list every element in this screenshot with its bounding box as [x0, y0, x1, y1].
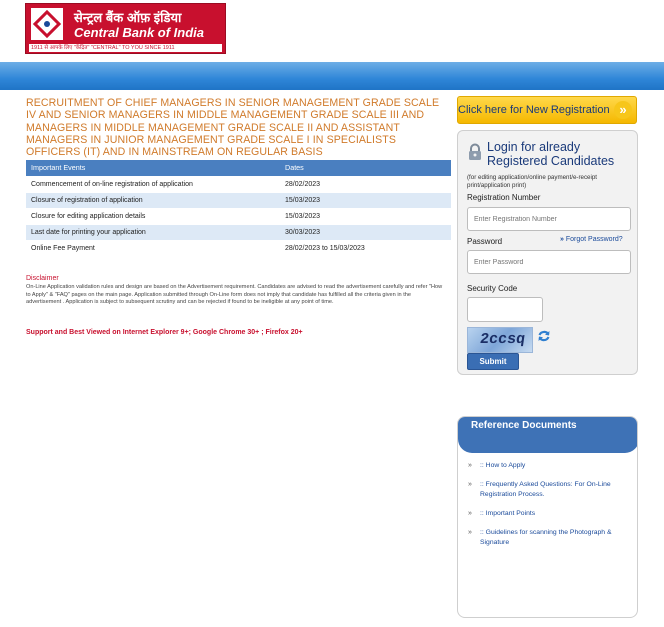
event-name: Closure for editing application details	[26, 208, 280, 224]
reference-documents-title: Reference Documents	[471, 420, 577, 431]
registration-number-label: Registration Number	[467, 193, 541, 202]
new-registration-label: Click here for New Registration	[458, 104, 610, 116]
login-subtitle: (for editing application/online payment/e-receipt print/application print)	[467, 174, 598, 189]
bank-name: Central Bank of India	[74, 25, 205, 40]
login-title	[487, 140, 614, 168]
reference-documents-header	[458, 417, 638, 453]
table-row	[26, 208, 451, 224]
login-title-line2: Registered Candidates	[487, 154, 615, 168]
lock-icon	[466, 143, 484, 161]
table-row	[26, 192, 451, 208]
bank-logo[interactable]	[25, 3, 226, 54]
table-header-events: Important Events	[26, 160, 280, 176]
event-date: 28/02/2023 to 15/03/2023	[280, 240, 451, 256]
reference-documents-panel	[457, 416, 638, 618]
forgot-password-label: Forgot Password?	[565, 236, 623, 243]
page-title: RECRUITMENT OF CHIEF MANAGERS IN SENIOR MANAGEMENT GRADE SCALE IV AND SENIOR MANAGERS IN MIDDLE MANAGEMENT GRADE SCALE III AND MANAGERS IN MIDDLE MANAGEMENT GRADE SCALE II AND ASSISTANT MANAGERS IN JUNIOR MANAGEMENT GRADE SCALE I IN SPECIALISTS OFFICERS (IT) AND IN MAINSTREAM ON REGULAR BASIS	[26, 97, 440, 159]
important-events-table	[26, 160, 451, 256]
double-chevron-right-icon: »	[468, 529, 472, 536]
reference-link-label: :: Frequently Asked Questions: For On-Line Registration Process.	[480, 481, 611, 498]
event-name: Commencement of on-line registration of application	[26, 176, 280, 192]
registration-number-input[interactable]	[467, 207, 631, 231]
reference-link-label: :: Important Points	[480, 510, 536, 517]
bank-tagline: 1911 से आपके लिए "केंद्रित" "CENTRAL" TO YOU SINCE 1911	[29, 44, 222, 52]
reference-link-guidelines[interactable]	[468, 528, 633, 548]
forgot-password-link[interactable]	[560, 236, 623, 243]
event-name: Last date for printing your application	[26, 224, 280, 240]
event-date: 15/03/2023	[280, 192, 451, 208]
login-title-line1: Login for already	[487, 140, 581, 154]
browser-support-note: Support and Best Viewed on Internet Explorer 9+; Google Chrome 30+ ; Firefox 20+	[26, 329, 303, 336]
event-name: Online Fee Payment	[26, 240, 280, 256]
reference-link-how-to-apply[interactable]	[468, 461, 633, 471]
disclaimer-title: Disclaimer	[26, 275, 59, 282]
password-label: Password	[467, 237, 503, 246]
security-code-label: Security Code	[467, 284, 518, 293]
event-date: 15/03/2023	[280, 208, 451, 224]
new-registration-button[interactable]	[457, 96, 637, 124]
captcha-text: 2ccsq	[478, 331, 527, 348]
double-chevron-right-icon: »	[560, 236, 564, 243]
double-chevron-right-icon: »	[468, 510, 472, 517]
double-chevron-right-icon: »	[468, 481, 472, 488]
reference-link-important-points[interactable]	[468, 509, 633, 519]
table-row	[26, 176, 451, 192]
captcha-image	[467, 327, 533, 353]
table-header-dates: Dates	[280, 160, 451, 176]
password-input[interactable]	[467, 250, 631, 274]
double-chevron-right-icon: »	[468, 462, 472, 469]
event-date: 28/02/2023	[280, 176, 451, 192]
double-chevron-right-icon: »	[614, 101, 632, 119]
login-panel	[457, 130, 638, 375]
bank-name-hindi: सेन्ट्रल बैंक ऑफ़ इंडिया	[74, 10, 182, 25]
reference-documents-list	[468, 461, 633, 548]
reference-link-faq[interactable]	[468, 480, 633, 500]
security-code-input[interactable]	[467, 297, 543, 322]
disclaimer-text: On-Line Application validation rules and design are based on the Advertisement requirement. Candidates are advised to read the advertisement carefully and refer "How to Apply" & "FAQ" pages on the main page. Application submitted through On-Line form does not imply that candidate has fulfilled all the criteria given in the advertisement . Application is subject to subsequent scrutiny and can be rejected if found to be ineligible at any point of time.	[26, 284, 443, 306]
submit-button[interactable]: Submit	[467, 353, 519, 370]
event-date: 30/03/2023	[280, 224, 451, 240]
event-name: Closure of registration of application	[26, 192, 280, 208]
table-row	[26, 240, 451, 256]
refresh-captcha-icon[interactable]	[537, 329, 551, 343]
logo-emblem-icon	[30, 7, 64, 41]
table-row	[26, 224, 451, 240]
reference-link-label: :: How to Apply	[480, 462, 526, 469]
header-band	[0, 62, 664, 90]
reference-link-label: :: Guidelines for scanning the Photograph & Signature	[480, 529, 612, 546]
